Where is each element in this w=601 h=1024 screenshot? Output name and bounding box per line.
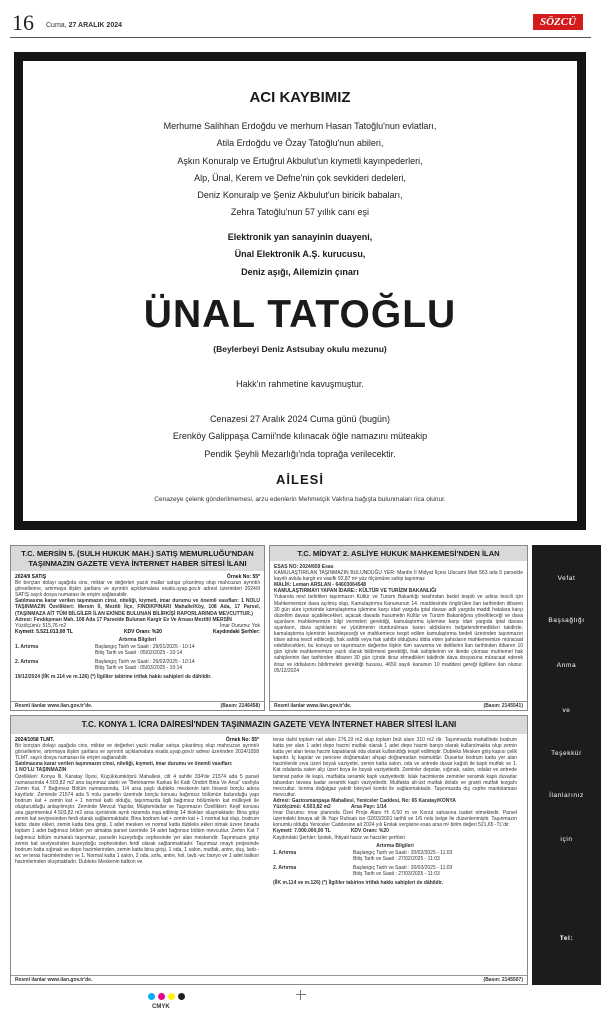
notice-value: Kıymeti: 5.521.013,00 TL — [15, 628, 73, 635]
footer-source: Resmî ilanlar www.ilan.gov.tr'de. — [15, 703, 93, 709]
obituary-note: Cenazeye çelenk gönderilmemesi, arzu edenlerin Mehmetçik Vakfına bağışta bulunmaları rica olunur. — [154, 496, 446, 503]
notice-owner: MALİK: Leman ARSLAN - 64603064548 — [274, 582, 367, 589]
auction-start: Başlangıç Tarih ve Saati : 29/01/2025 - 10:14 — [95, 644, 195, 651]
side-line: Vefat — [557, 575, 576, 582]
funeral-info — [23, 411, 577, 463]
obituary-sub-line: Ünal Elektronik A.Ş. kurucusu, — [234, 249, 366, 260]
notice-closing: (İİK m.114 ve m.126) (*) İlgililer tabirine irtifak hakkı sahipleri de dâhildir. — [273, 880, 444, 887]
obituary-line: Alp, Ünal, Kerem ve Defne'nin çok sevkideri dedeleri, — [194, 172, 406, 183]
auction-label: 2. Artırma — [15, 659, 39, 666]
notice-midyat — [269, 545, 528, 711]
side-phone-label: Tel: — [559, 935, 574, 942]
footer-press-no: (Basın: 2146458) — [220, 703, 260, 709]
page-header — [10, 8, 591, 38]
auction-title: Artırma Bilgileri — [118, 636, 157, 643]
notice-title: T.C. MİDYAT 2. ASLİYE HUKUK MAHKEMESİ'NDEN İLAN — [270, 546, 527, 561]
auction-row — [15, 659, 260, 671]
auction-label: 1. Artırma — [15, 644, 39, 651]
newspaper-logo: SÖZCÜ — [533, 14, 583, 30]
auction-start: Başlangıç Tarih ve Saati : 20/02/2025 - 11:03 — [353, 849, 453, 856]
obituary-notice — [14, 52, 586, 530]
side-line: ve — [562, 707, 571, 714]
auction-start: Başlangıç Tarih ve Saati : 20/03/2025 - 11:03 — [353, 864, 453, 871]
auction-end: Bitiş Tarih ve Saati : 05/03/2025 - 10:14 — [95, 665, 183, 672]
notice-address: Adresi: Fındıkpınarı Mah. 108 Ada 17 Parselde Bulunan Kargir Ev Ve Arsası Mezitli/ MERSİN — [15, 616, 232, 623]
notice-footer — [11, 975, 527, 984]
notice-intro: Bir borçtan dolayı aşağıda cins, miktar ve değerleri yazılı mallar satışa çıkarılmış olup mahcuzun ayrıntılı görsellerine, artırmaya ilişkin şartlara ve ayrıntılı açıklamalara esatis.uyap.gov.tr adresi üzerinden 2024/1058 TLMT. sayılı dosya numarası ile erişim sağlanabilir. — [15, 743, 259, 762]
auction-row — [15, 644, 260, 656]
cmyk-dots — [148, 993, 185, 1000]
notice-text: Yukarıda nevi belirtilen taşınmazın Kültür ve Turizm Bakanlığı tarafından bedel tespiti ve adına tescili için Mahkememize dava açılmış olup, Kamulaştırma Kanununun 14. maddesinde öngörülen ilan tarihinden itibaren 30 gün süre içerisinde kamulaştırma işlemine karşı idari yargıda iptal davası adli yargıda maddi hatalara karşı düzeltim davası açabilecekleri, açacak davada husumetin Kültür ve Turizm Bakanlığına yöneltileceği ve dava açanların mahkememize bilgi vermeleri gerektiği, kamulaştırma işlemine karşı idari yargıda iptal davası açanların, dava açtıklarını ve yürütmenin durdurulması kararı aldıklarını belgelendirmedikleri takdirde, kamulaştırma işleminin kesinleşeceği ve mahkemece tespit edilen kamulaştırma bedeli üzerinden taşınmazın idare adına tescil edileceği, hak sahibi veya hak sahibi olduğunu iddia eden şahısların mahkememize müracaat edebilecekleri, bu konuya ve taşınmazın değerine ilişkin tüm savunma ve delillerini ilan tarihinden itibaren 10 gün içinde mahkememize yazılı olarak bildirmesi gerektiği, hak sahiplerinin ve ilende çıkması muhtemel hak sahiplerinin ilan tarihinden itibaren 30 gün içinde itiraz etmedikleri takdirde dava dosyasına müracaat ederek itiraz ve iddialarını bildirmeleri gerektiği hususu, 4650 sayılı kanunun 10 maddesi gereği ilgililere ilan olunur. 05/12/2024 — [274, 594, 523, 674]
notice-right-column — [269, 734, 521, 886]
notice-intro: Bir borçtan dolayı aşağıda cins, miktar ve değerleri yazılı mallar satışa çıkarılmış olup mahcuzun ayrıntılı görsellerine, artırmaya ilişkin şartlara ve ayrıntılı açıklamalara esatis.uyap.gov.tr adresi üzerinden 2024/9 SATIŞ sayılı dosya numarası ile erişim sağlanabilir. — [15, 580, 260, 599]
notice-body — [11, 571, 264, 681]
notice-subhead-2: 1 NO'LU TAŞINMAZIN — [15, 767, 67, 774]
notice-authority: KAMULAŞTIRMAYI YAPAN İDARE:: KÜLTÜR VE TURİZM BAKANLIĞI — [274, 588, 437, 595]
auction-end: Bitiş Tarih ve Saati : 05/02/2025 - 10:14 — [95, 650, 183, 657]
yellow-dot — [168, 993, 175, 1000]
notice-mersin — [10, 545, 265, 711]
notice-esas: ESAS NO: 2024/659 Esas — [274, 564, 334, 570]
file-number: 2024/1058 TLMT. — [15, 737, 55, 743]
page-day: Cuma, — [46, 22, 67, 29]
auction-title: Artırma Bilgileri — [376, 842, 414, 849]
notice-subhead: Satılmasına karar verilen taşınmazın cinsi, niteliği, kıymeti, imar durumu ve önemli vasıfları: — [15, 761, 233, 768]
obituary-line: Atila Erdoğdu ve Özay Tatoğlu'nun abileri, — [216, 138, 384, 149]
funeral-line: Erenköy Galippaşa Camii'nde kılınacak öğle namazını müteakip — [172, 431, 428, 442]
funeral-line: Pendik Şeyhli Mezarlığı'nda toprağa verilecektir. — [204, 448, 396, 459]
side-line: için — [560, 836, 573, 843]
black-dot — [178, 993, 185, 1000]
notice-footer — [11, 701, 264, 710]
magenta-dot — [158, 993, 165, 1000]
footer-source: Resmî ilanlar www.ilan.gov.tr'de. — [15, 977, 93, 983]
notice-registry: Kaydındaki Şerhler: — [213, 628, 260, 635]
auction-row — [273, 865, 517, 877]
notice-location: KAMULAŞTIRILAN TAŞINMAZIN BULUNDUĞU YER: Mardin İl Midyat İlçesi Ulucami Mah 563 ada 5 parselde kayıtlı avlulu kargir ev vasıflı 92,87 m² yüz ölçümüne sahip taşınmaz — [274, 570, 523, 583]
side-line: İlanlarınız — [549, 792, 584, 799]
obituary-relatives — [23, 118, 577, 222]
notice-title: T.C. KONYA 1. İCRA DAİRESİ'NDEN TAŞINMAZIN GAZETE VEYA İNTERNET HABER SİTESİ İLANI — [11, 716, 527, 734]
footer-press-no: (Basın: 2145541) — [483, 703, 523, 709]
obituary-line: Merhume Salihhan Erdoğdu ve merhum Hasan Tatoğlu'nun evlatları, — [163, 121, 437, 131]
auction-start: Başlangıç Tarih ve Saati : 26/02/2025 - 10:14 — [95, 659, 195, 666]
cmyk-label: CMYK — [152, 1004, 170, 1010]
page-date-text: 27 ARALIK 2024 — [68, 22, 123, 29]
obituary-line: Deniz Konuralp ve Şeniz Akbulut'un biricik babaları, — [197, 190, 403, 201]
notice-left-column — [11, 734, 263, 886]
side-ad-column — [532, 545, 601, 985]
notice-value: Kıymeti: 7.000.000,00 TL — [273, 828, 331, 835]
auction-label: 2. Artırma — [273, 864, 297, 871]
notice-kdv: KDV Oranı: %20 — [350, 828, 389, 835]
side-line: Teşekkür — [551, 750, 582, 757]
obituary-passing: Hakk'ın rahmetine kavuşmuştur. — [236, 379, 364, 389]
obituary-titles — [23, 229, 577, 281]
auction-end: Bitiş Tarih ve Saati : 27/03/2025 - 11:03 — [353, 870, 440, 877]
obituary-line: Zehra Tatoğlu'nun 57 yıllık canı eşi — [230, 207, 370, 218]
notice-body — [270, 561, 527, 674]
notice-subhead: Satılmasına karar verilen taşınmazın cinsi, niteliği, kıymeti, imar durumu ve önemli vasıfları: 1 NOLU TAŞINMAZIN Özellikleri: Mersin İl, Mezitli İlçe, FINDIKPINARI Mahalle/Köy, 108 Ada, 17 Parsel, (TAŞINMAZA AİT TÜM BİLGİLER İLAN EKİNDE BULUNAN BİLİRKİŞİ RAPORLARINDA MEVCUTTUR.) — [15, 598, 260, 617]
footer-press-no: (Basın: 2145507) — [483, 977, 523, 983]
deceased-name: ÜNAL TATOĞLU — [143, 293, 457, 336]
notice-area: Yüzölçümü: 4.503,82 m2 — [273, 804, 331, 811]
notice-imar: İmar Durumu: imar planında Özel Proje Alanı H: 6,50 m ve Konut sahasına isabet etmektedir. Parsel üzerindeki binaya ait İlk Yapı Ruhsatı iso 02/03/2001 tarihli ve 1/6 nolu belge ile düzenlenmiştir. Taşınmazın konumlu olduğu Yeniceler Caddesine ait 2024 yılı Emlak vergisine esas arsa m² birim değeri 521,65 -TL'dir. — [273, 810, 517, 829]
notice-area: Yüzölçümü: 515,76 m2 — [15, 622, 67, 629]
obituary-family: AİLESİ — [276, 472, 324, 487]
notice-text-right: teras dahil toplam net alanı 276,19 m2 olup toplam brüt alanı 310 m2 dir. Taşınmazda mahallinde bodrum katta yer alan 1 adet depo hacmi mutfak olarak 1 adet depo hacmi banyo olarak kullanılmakta olup zemin katta yer alan teras hacmi kapatılarak oda olarak kullanıldığı tespit edilmiştir. Dubleks Mesken giriş kapısı çelik kapıdır. İç kapılar ve pencere doğramaları ahşap doğramadan mamuldür. Duvarlar bodrum katta yer alan hacimlerde sıva üzeri boyalı vaziyette, zemin katta salon, oda ve antrede duvar kağıdı ile kaplı mutfak ve 1. Kat odalarda saten alçı üzeri boya ile boyalı vaziyettedir. Zeminler depolar, sığınak, salon, odalar ve antrede laminat parke ile kaplı, mutfakta seramik kaplı vaziyettedir. Islak hacimlerde zeminler seramik kaplı duvarlar tabandan tavana kadar seramik kaplı vaziyettedir. Mutfakta alt-üst mutfak dolabı ve granit mutfak tezgahı mevcuttur. Isınma doğalgaz yakıtlı bireysel kombi ile sağlanmaktadır. Taşınmazda dış cephe mantolaması mevcuttur. — [273, 737, 517, 798]
obituary-line: Aşkın Konuralp ve Ertuğrul Akbulut'un kıymetli kayınpederleri, — [177, 155, 423, 166]
obituary-sub-line: Elektronik yan sanayinin duayeni, — [227, 232, 373, 242]
notice-closing: 19/12/2024 (İİK m.114 ve m.126) (*) İlgililer tabirine irtifak hakkı sahipleri de dâhildir. — [15, 674, 212, 681]
obituary-sub-line: Deniz aşığı, Ailemizin çınarı — [241, 266, 359, 277]
page-number: 16 — [12, 10, 34, 35]
sample-number: Örnek No: 55* — [226, 574, 260, 580]
sample-number: Örnek No: 55* — [225, 737, 259, 743]
cyan-dot — [148, 993, 155, 1000]
registration-mark — [296, 990, 306, 1000]
page-date — [46, 22, 122, 29]
side-line: Anma — [556, 662, 577, 669]
footer-source: Resmî ilanlar www.ilan.gov.tr'de. — [274, 703, 352, 709]
auction-row — [273, 850, 517, 862]
notice-registry: Kaydındaki Şerhler: İpotek, İhtiyati haciz ve hacizler şerhleri — [273, 834, 406, 841]
file-number: 2024/9 SATIŞ — [15, 574, 47, 580]
notice-kdv: KDV Oranı: %20 — [123, 628, 162, 635]
notice-share: Arsa Payı: 1/14 — [350, 804, 387, 811]
funeral-line: Cenazesi 27 Aralık 2024 Cuma günü (bugün) — [209, 414, 391, 424]
notice-footer — [270, 701, 527, 710]
notice-title: T.C. MERSİN 5. (SULH HUKUK MAH.) SATIŞ MEMURLUĞU'NDAN TAŞINMAZIN GAZETE VEYA İNTERNET HABER SİTESİ İLANI — [11, 546, 264, 571]
notice-text-left: Özellikleri: Konya İli, Karatay İlçesi, Küçükkumköprü Mahallesi, cilt 4 sahife 334'de 21574 ada 5 parsel numarasında 4.503,82 m2 ana taşınmaz alanlı ve "Betonarme Karkas İki Katlı Ondört Bina Ve Arsa" vasfıyla Zemin Kat, 7 Bağımsız Bölüm numarasında, 1/4 arsa paylı dubleks meskenin tam hissesi borçlu adına kayıtlıdır. Zeminde 21574 ada 5 nolu parselin üzerinde borçlu konusu bağımsız bölümün bulunduğu yapı bodrum kat + zemin kat + 1 normal katlı olduğu, taşınmazda ilgili bağımsız bölümlerin kat mülkiyeti ile oluşturulduğu anlaşılmıştır. Zeminde Mevcut Yapılar, Müştemilatlar ve Taşınmazın Özellikleri: Keşif konusu ana gayrimenkul 4.503,82 m2 arsa içerisinde ayrık nizamda inşa edilmiş 14 blokları oluşmaktadır. Bina girişi zemin kat seviyesinden ferdi olarak sağlanmaktadır. Bina bodrum kat + zemin kat + 1 normal kat olup, bodrum katta: daire ekleri, zemin katta bina girişi, 1 adet mesken ve normal katta dubleks ekleri olmak üzere binada toplam 1 adet bağımsız bölüm yer almakta parsel üzerinde 14 adet bağımsız bölüm mevcuttur. Zemin Kat 7 bağımsız bölüm numaralı taşınmaz, parselin kuzeydoğu cephesinde yer alan meskendir. Taşınmazın girişi zemin kat seviyesinden kuzeydoğu cephesinden ferdi olarak sağlanmaktadır. Taşınmaz onaylı projesinde bodrum katta sığınak ve depo hacimlerinden, zemin katta bina girişi, 1 oda, 1 salon, mutfak, antre, duş, lavb.-wc ve teras hacimlerinden ve 1. Normal katta 1 salon, 2 oda, sofa, antre, hol, lavb.-wc banyo ve 1 adet balkon hacimlerinden oluşmaktadır. Dubleks Meskenin balkon ve — [15, 773, 259, 865]
side-line: Başsağlığı — [548, 617, 585, 624]
notice-address: Adresi: Gaziosmanpaşa Mahallesi, Yeniceler Caddesi, No: 65 Karatay/KONYA — [273, 797, 456, 804]
notice-konya — [10, 715, 528, 985]
obituary-title: ACI KAYBIMIZ — [249, 89, 351, 106]
auction-end: Bitiş Tarih ve Saati : 27/02/2025 - 11:03 — [353, 855, 440, 862]
deceased-school: (Beylerbeyi Deniz Astsubay okulu mezunu) — [213, 344, 387, 354]
auction-label: 1. Artırma — [273, 849, 297, 856]
notice-imar: İmar Durumu: Yok — [219, 622, 260, 629]
